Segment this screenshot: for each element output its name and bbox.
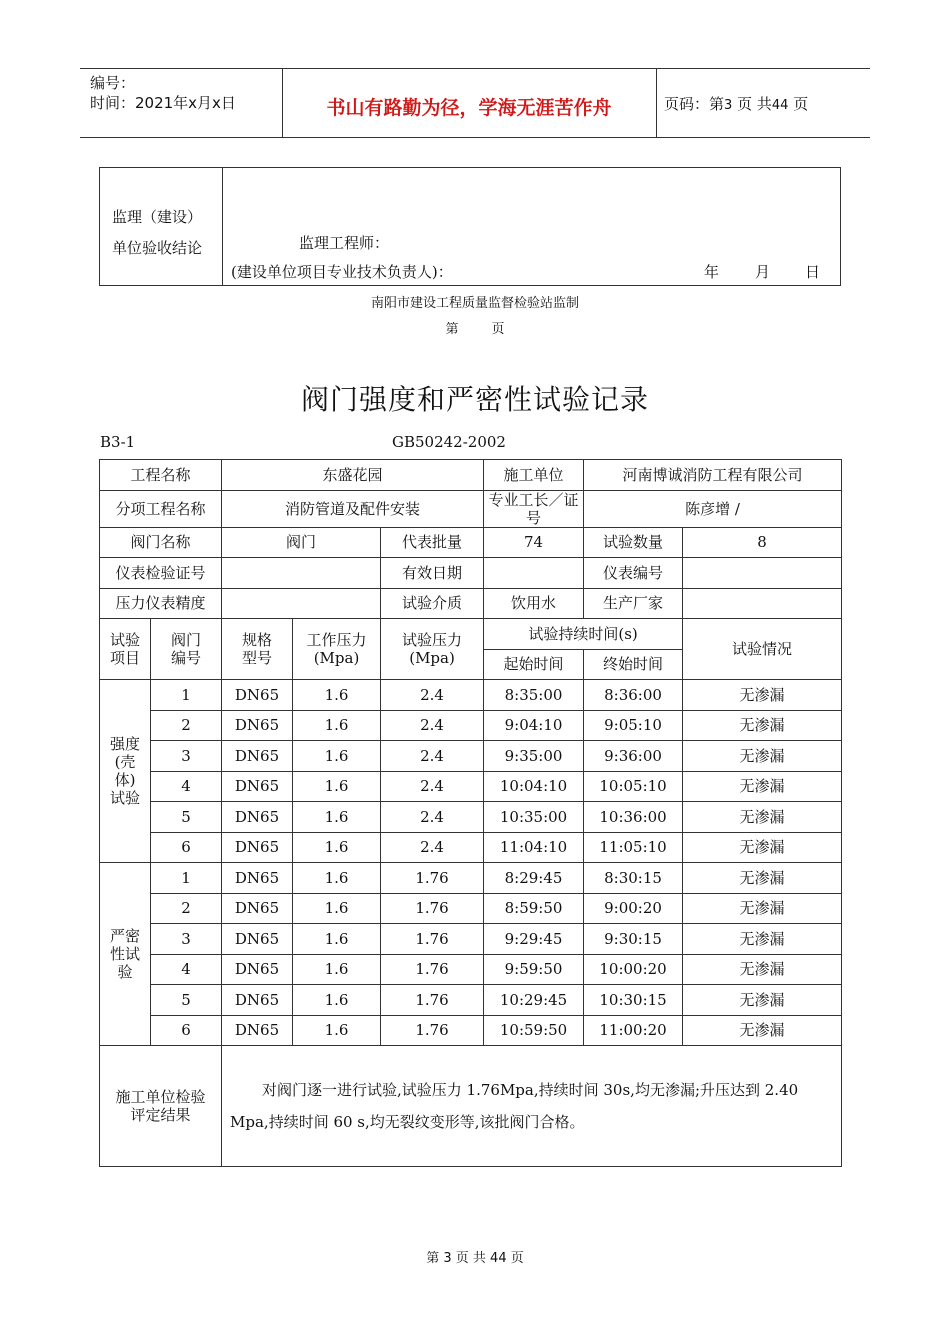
work-pressure: 1.6	[293, 924, 381, 955]
table-row	[100, 527, 842, 558]
batch-value: 74	[484, 527, 584, 558]
meter-cert-value	[222, 558, 381, 589]
start-time: 10:29:45	[484, 985, 584, 1016]
project-name-value: 东盛花园	[222, 460, 484, 491]
table-row	[100, 832, 842, 863]
tightness-label-line: 性试	[109, 945, 140, 963]
end-time: 10:36:00	[584, 802, 683, 833]
valve-test-table	[99, 459, 842, 1167]
start-time: 8:35:00	[484, 680, 584, 711]
col-test-pressure	[381, 619, 484, 680]
col-duration: 试验持续时间(s)	[484, 619, 683, 650]
valve-no: 5	[151, 985, 222, 1016]
strength-test-label	[100, 680, 151, 863]
work-pressure: 1.6	[293, 893, 381, 924]
valve-spec: DN65	[222, 893, 293, 924]
strength-label-line: 强度	[109, 735, 140, 753]
gauge-precision-label: 压力仪表精度	[100, 588, 222, 619]
table-divider	[222, 168, 223, 285]
work-pressure: 1.6	[293, 710, 381, 741]
page-prefix: 页码：第	[664, 95, 725, 113]
table-row	[100, 954, 842, 985]
medium-label: 试验介质	[381, 588, 484, 619]
table-row	[100, 741, 842, 772]
valve-spec: DN65	[222, 985, 293, 1016]
page-header	[80, 68, 870, 138]
col-work-pressure-line1: 工作压力	[306, 631, 367, 649]
batch-label: 代表批量	[381, 527, 484, 558]
strength-label-line: 试验	[109, 789, 140, 807]
test-pressure: 2.4	[381, 741, 484, 772]
valve-name-value: 阀门	[222, 527, 381, 558]
conclusion-text: 对阀门逐一进行试验,试验压力 1.76Mpa,持续时间 30s,均无渗漏;升压达到 2.40 Mpa,持续时间 60 s,均无裂纹变形等,该批阀门合格。	[230, 1081, 799, 1131]
start-time: 8:29:45	[484, 863, 584, 894]
table-row	[100, 863, 842, 894]
medium-value: 饮用水	[484, 588, 584, 619]
col-work-pressure	[293, 619, 381, 680]
start-time: 9:59:50	[484, 954, 584, 985]
start-time: 9:29:45	[484, 924, 584, 955]
date-year: 年	[704, 263, 720, 281]
start-time: 10:04:10	[484, 771, 584, 802]
work-pressure: 1.6	[293, 680, 381, 711]
work-pressure: 1.6	[293, 863, 381, 894]
conclusion-label-line2: 评定结果	[130, 1106, 191, 1124]
valve-spec: DN65	[222, 954, 293, 985]
work-pressure: 1.6	[293, 832, 381, 863]
supervision-label-line2: 单位验收结论	[112, 239, 203, 257]
test-result: 无渗漏	[683, 863, 842, 894]
work-pressure: 1.6	[293, 954, 381, 985]
table-row	[100, 1015, 842, 1046]
test-result: 无渗漏	[683, 924, 842, 955]
test-pressure: 1.76	[381, 985, 484, 1016]
col-end-time: 终始时间	[584, 649, 683, 680]
col-valve-no-line2: 编号	[171, 649, 202, 667]
start-time: 9:04:10	[484, 710, 584, 741]
page-total: 44	[771, 98, 789, 113]
valve-spec: DN65	[222, 863, 293, 894]
conclusion-label-line1: 施工单位检验	[115, 1088, 206, 1106]
col-valve-no	[151, 619, 222, 680]
valve-spec: DN65	[222, 1015, 293, 1046]
valve-no: 4	[151, 954, 222, 985]
project-name-label: 工程名称	[100, 460, 222, 491]
meter-no-value	[683, 558, 842, 589]
col-spec-line1: 规格	[242, 631, 273, 649]
engineer-label: 监理工程师：	[299, 234, 390, 252]
test-result: 无渗漏	[683, 985, 842, 1016]
foreman-value: 陈彦增 /	[584, 490, 842, 527]
table-row	[100, 490, 842, 527]
end-time: 10:00:20	[584, 954, 683, 985]
page-middle: 页 共	[737, 95, 772, 113]
col-test-item-line1: 试验	[109, 631, 140, 649]
col-test-item-line2: 项目	[109, 649, 140, 667]
col-spec-line2: 型号	[242, 649, 273, 667]
header-divider	[656, 69, 657, 137]
conclusion-row	[100, 1046, 842, 1167]
test-pressure: 2.4	[381, 680, 484, 711]
standard-code: GB50242-2002	[392, 433, 506, 451]
valve-no: 1	[151, 680, 222, 711]
test-qty-value: 8	[683, 527, 842, 558]
owner-label: (建设单位项目专业技术负责人)：	[231, 263, 453, 281]
gauge-precision-value	[222, 588, 381, 619]
supervision-label-line1: 监理（建设）	[112, 208, 203, 226]
col-spec	[222, 619, 293, 680]
start-time: 10:35:00	[484, 802, 584, 833]
end-time: 9:36:00	[584, 741, 683, 772]
tightness-test-label	[100, 863, 151, 1046]
contractor-label: 施工单位	[484, 460, 584, 491]
page-title: 阀门强度和严密性试验记录	[300, 383, 649, 416]
test-result: 无渗漏	[683, 954, 842, 985]
supervision-note: 南阳市建设工程质量监督检验站监制	[370, 296, 579, 311]
table-row	[100, 924, 842, 955]
start-time: 8:59:50	[484, 893, 584, 924]
test-result: 无渗漏	[683, 832, 842, 863]
conclusion-label	[100, 1046, 222, 1167]
time-label: 时间：2021年x月x日	[90, 94, 236, 112]
test-pressure: 2.4	[381, 802, 484, 833]
motto: 书山有路勤为径，学海无涯苦作舟	[326, 97, 612, 119]
end-time: 9:05:10	[584, 710, 683, 741]
end-time: 11:00:20	[584, 1015, 683, 1046]
test-result: 无渗漏	[683, 802, 842, 833]
test-result: 无渗漏	[683, 741, 842, 772]
page-counter	[664, 93, 808, 114]
table-row	[100, 710, 842, 741]
table-row	[100, 985, 842, 1016]
valve-no: 3	[151, 741, 222, 772]
end-time: 9:30:15	[584, 924, 683, 955]
tightness-label-line: 验	[117, 963, 133, 981]
test-pressure: 1.76	[381, 863, 484, 894]
page-note: 第 页	[445, 322, 505, 337]
start-time: 10:59:50	[484, 1015, 584, 1046]
valve-spec: DN65	[222, 710, 293, 741]
strength-label-line: (壳	[114, 753, 136, 771]
end-time: 11:05:10	[584, 832, 683, 863]
test-pressure: 1.76	[381, 924, 484, 955]
table-row	[100, 680, 842, 711]
test-result: 无渗漏	[683, 771, 842, 802]
test-result: 无渗漏	[683, 710, 842, 741]
sub-project-value: 消防管道及配件安装	[222, 490, 484, 527]
valve-name-label: 阀门名称	[100, 527, 222, 558]
col-result: 试验情况	[683, 619, 842, 680]
start-time: 9:35:00	[484, 741, 584, 772]
number-label: 编号：	[90, 74, 136, 92]
valve-no: 2	[151, 710, 222, 741]
end-time: 9:00:20	[584, 893, 683, 924]
valve-no: 2	[151, 893, 222, 924]
test-pressure: 1.76	[381, 954, 484, 985]
valve-spec: DN65	[222, 741, 293, 772]
valid-date-value	[484, 558, 584, 589]
table-row	[100, 460, 842, 491]
valve-spec: DN65	[222, 924, 293, 955]
meter-no-label: 仪表编号	[584, 558, 683, 589]
work-pressure: 1.6	[293, 771, 381, 802]
valve-no: 5	[151, 802, 222, 833]
valve-spec: DN65	[222, 680, 293, 711]
page-footer: 第 3 页 共 44 页	[426, 1251, 524, 1266]
valve-no: 6	[151, 832, 222, 863]
valve-no: 4	[151, 771, 222, 802]
work-pressure: 1.6	[293, 985, 381, 1016]
valve-no: 3	[151, 924, 222, 955]
header-meta	[90, 73, 236, 113]
table-row	[100, 588, 842, 619]
manufacturer-value	[683, 588, 842, 619]
valve-spec: DN65	[222, 802, 293, 833]
sub-project-label: 分项工程名称	[100, 490, 222, 527]
test-pressure: 2.4	[381, 832, 484, 863]
meter-cert-label: 仪表检验证号	[100, 558, 222, 589]
date-day: 日	[805, 263, 821, 281]
work-pressure: 1.6	[293, 1015, 381, 1046]
test-pressure: 1.76	[381, 893, 484, 924]
table-row	[100, 771, 842, 802]
date-month: 月	[755, 263, 771, 281]
supervision-label	[112, 202, 202, 264]
contractor-value: 河南博诚消防工程有限公司	[584, 460, 842, 491]
test-result: 无渗漏	[683, 1015, 842, 1046]
valve-spec: DN65	[222, 832, 293, 863]
work-pressure: 1.6	[293, 802, 381, 833]
table-row	[100, 558, 842, 589]
table-row	[100, 893, 842, 924]
conclusion-cell	[222, 1046, 842, 1167]
table-row	[100, 802, 842, 833]
end-time: 8:36:00	[584, 680, 683, 711]
page-suffix: 页	[793, 95, 809, 113]
test-result: 无渗漏	[683, 893, 842, 924]
manufacturer-label: 生产厂家	[584, 588, 683, 619]
tightness-label-line: 严密	[109, 927, 140, 945]
start-time: 11:04:10	[484, 832, 584, 863]
test-result: 无渗漏	[683, 680, 842, 711]
column-header-row	[100, 619, 842, 650]
form-code: B3-1	[100, 433, 136, 451]
end-time: 10:30:15	[584, 985, 683, 1016]
supervision-conclusion-table	[99, 167, 841, 286]
valve-no: 1	[151, 863, 222, 894]
col-work-pressure-line2: (Mpa)	[313, 649, 360, 667]
col-test-pressure-line2: (Mpa)	[409, 649, 455, 667]
test-pressure: 1.76	[381, 1015, 484, 1046]
end-time: 8:30:15	[584, 863, 683, 894]
col-valve-no-line1: 阀门	[171, 631, 202, 649]
test-pressure: 2.4	[381, 771, 484, 802]
strength-label-line: 体)	[114, 771, 136, 789]
col-test-item	[100, 619, 151, 680]
end-time: 10:05:10	[584, 771, 683, 802]
page-current: 3	[724, 98, 733, 113]
valid-date-label: 有效日期	[381, 558, 484, 589]
test-qty-label: 试验数量	[584, 527, 683, 558]
valve-no: 6	[151, 1015, 222, 1046]
valve-spec: DN65	[222, 771, 293, 802]
work-pressure: 1.6	[293, 741, 381, 772]
col-test-pressure-line1: 试验压力	[402, 631, 463, 649]
foreman-label: 专业工长／证号	[484, 490, 584, 527]
col-start-time: 起始时间	[484, 649, 584, 680]
test-pressure: 2.4	[381, 710, 484, 741]
